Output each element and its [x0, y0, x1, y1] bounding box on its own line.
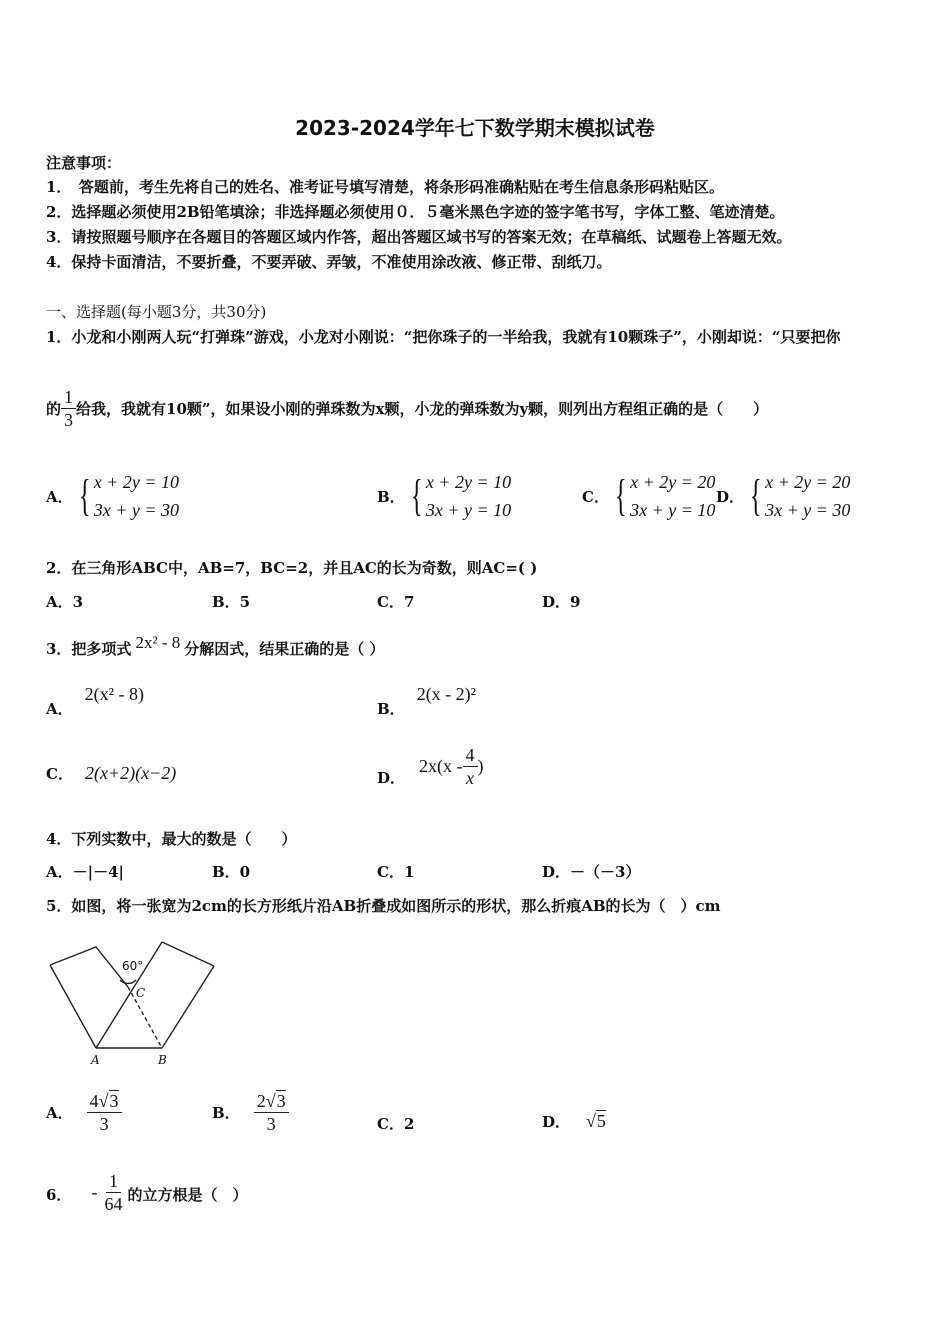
q1-line1: 1．小龙和小刚两人玩“打弹珠”游戏，小龙对小刚说：“把你珠子的一半给我，我就有10颗珠子”，小刚却说：“只要把你: [46, 328, 841, 346]
q3-option-b[interactable]: [377, 684, 476, 719]
q1-option-c-label: C．: [582, 487, 609, 506]
q3-option-a-label: A．: [46, 700, 73, 718]
section-heading: 一、选择题(每小题3分，共30分): [46, 303, 267, 321]
q5-a-den: 3: [99, 1114, 109, 1134]
q5-option-b-fraction: $\frac{2√3}{3}$: [254, 1090, 289, 1135]
brace-icon: {: [614, 471, 627, 520]
q1-d-eq2: 3x + y = 30: [765, 500, 851, 520]
q3-pre: 3．把多项式: [46, 640, 132, 658]
q5-d-radicand: 5: [596, 1111, 606, 1131]
q1-frac-num: 1: [61, 386, 76, 409]
brace-icon: {: [750, 471, 762, 520]
q5-stem: 5．如图，将一张宽为2cm的长方形纸片沿AB折叠成如图所示的形状，那么折痕AB的长为（ ）cm: [46, 897, 721, 915]
q3-option-a-expr: 2(x² - 8): [84, 684, 145, 704]
q2-option-d[interactable]: D．9: [542, 593, 581, 611]
q4-option-a[interactable]: A．－|－4|: [46, 863, 124, 881]
q4-option-c[interactable]: C．1: [377, 863, 415, 881]
q1-option-d[interactable]: [716, 468, 850, 524]
q3-option-d-post: ): [477, 756, 484, 776]
q6-stem: [46, 1170, 247, 1215]
q5-option-d-label: D．: [542, 1113, 571, 1131]
q1-option-b[interactable]: [377, 468, 511, 524]
q5-point-b: B: [158, 1053, 167, 1067]
q1-c-eq1: x + 2y = 20: [630, 472, 716, 492]
q4-stem: 4．下列实数中，最大的数是（ ）: [46, 830, 297, 848]
q2-stem: 2．在三角形ABC中，AB=7，BC=2，并且AC的长为奇数，则AC=( ): [46, 559, 538, 577]
q5-option-c[interactable]: [377, 1113, 414, 1134]
q4-option-b[interactable]: B．0: [212, 863, 251, 881]
q3-option-c-label: C．: [46, 765, 73, 783]
q5-folded-paper-figure: [46, 940, 221, 1070]
q5-b-radicand: 3: [276, 1091, 286, 1111]
q5-a-coef: 4: [89, 1091, 99, 1111]
notice-item-1: 1． 答题前，考生先将自己的姓名、准考证号填写清楚，将条形码准确粘贴在考生信息条形码粘贴区。: [46, 178, 724, 196]
q1-d-eq1: x + 2y = 20: [765, 472, 851, 492]
q4-option-d[interactable]: D．－（－3）: [542, 863, 641, 881]
q3-option-d[interactable]: [377, 744, 484, 789]
q1-post: 给我，我就有10颗”，如果设小刚的弹珠数为x颗，小龙的弹珠数为y颗，则列出方程组正确的是（ ）: [76, 400, 769, 418]
notice-item-3: 3．请按照题号顺序在各题目的答题区域内作答，超出答题区域书写的答案无效；在草稿纸、试题卷上答题无效。: [46, 228, 792, 246]
q3-option-c[interactable]: [46, 763, 176, 784]
q1-option-a[interactable]: [46, 468, 179, 524]
q3-stem: [46, 626, 384, 659]
q1-pre: 的: [46, 400, 62, 418]
q3-option-d-fraction: [463, 744, 478, 789]
q5-option-a[interactable]: [46, 1090, 122, 1135]
q1-option-b-label: B．: [377, 487, 405, 506]
q2-option-c[interactable]: C．7: [377, 593, 415, 611]
q1-a-eq1: x + 2y = 10: [93, 472, 180, 492]
brace-icon: {: [78, 471, 91, 520]
q3-option-c-expr: 2(x+2)(x−2): [84, 763, 177, 783]
q3-expr: 2x² - 8: [135, 632, 181, 652]
q1-option-d-label: D．: [716, 487, 745, 506]
q5-point-c: C: [136, 986, 146, 1000]
q6-number: 6．: [46, 1186, 72, 1204]
page-title: 2023-2024学年七下数学期末模拟试卷: [295, 116, 655, 140]
q6-fraction: [101, 1170, 125, 1215]
q3-option-d-pre: 2x(x -: [419, 756, 463, 776]
notice-item-2: 2．选择题必须使用2B铅笔填涂；非选择题必须使用０．５毫米黑色字迹的签字笔书写，字体工整、笔迹清楚。: [46, 203, 785, 221]
q3-option-d-label: D．: [377, 769, 406, 787]
q5-a-radicand: 3: [109, 1091, 119, 1111]
q1-b-eq2: 3x + y = 10: [425, 500, 512, 520]
q3-option-b-label: B．: [377, 700, 405, 718]
q5-point-a: A: [91, 1053, 100, 1067]
q5-b-den: 3: [266, 1114, 276, 1134]
q5-option-c-value: 2: [403, 1114, 415, 1133]
q3-d-den: x: [466, 768, 475, 788]
q6-frac-num: 1: [106, 1170, 121, 1193]
q1-option-a-label: A．: [46, 487, 73, 506]
q3-option-a[interactable]: [46, 684, 144, 719]
q3-option-b-expr: 2(x - 2)²: [416, 684, 477, 704]
q2-option-a[interactable]: A．3: [46, 593, 84, 611]
q1-option-c[interactable]: [582, 468, 715, 524]
q5-option-a-label: A．: [46, 1104, 73, 1122]
q5-b-coef: 2: [256, 1091, 266, 1111]
q2-option-b[interactable]: B．5: [212, 593, 251, 611]
q5-option-b-label: B．: [212, 1104, 240, 1122]
q5-option-c-label: C．: [377, 1115, 404, 1133]
q3-d-num: 4: [463, 744, 478, 767]
notice-item-4: 4．保持卡面清洁，不要折叠，不要弄破、弄皱，不准使用涂改液、修正带、刮纸刀。: [46, 253, 612, 271]
q5-option-a-fraction: $\frac{4√3}{3}$: [87, 1090, 122, 1135]
q3-post: 分解因式，结果正确的是（ ）: [184, 640, 385, 658]
q1-a-eq2: 3x + y = 30: [93, 500, 180, 520]
q1-b-eq1: x + 2y = 10: [425, 472, 512, 492]
q6-sign: -: [91, 1182, 98, 1202]
q6-post: 的立方根是（ ）: [127, 1186, 248, 1204]
q5-angle-label: 60°: [122, 959, 144, 973]
q6-frac-den: 64: [104, 1194, 123, 1214]
brace-icon: {: [410, 471, 423, 520]
q1-c-eq2: 3x + y = 10: [630, 500, 716, 520]
notice-heading: 注意事项：: [46, 154, 122, 172]
q1-fraction: [61, 386, 76, 431]
q1-line2: [46, 386, 768, 431]
q1-frac-den: 3: [64, 410, 74, 430]
q5-option-b[interactable]: [212, 1090, 289, 1135]
q5-option-d[interactable]: D． √5: [542, 1111, 606, 1131]
